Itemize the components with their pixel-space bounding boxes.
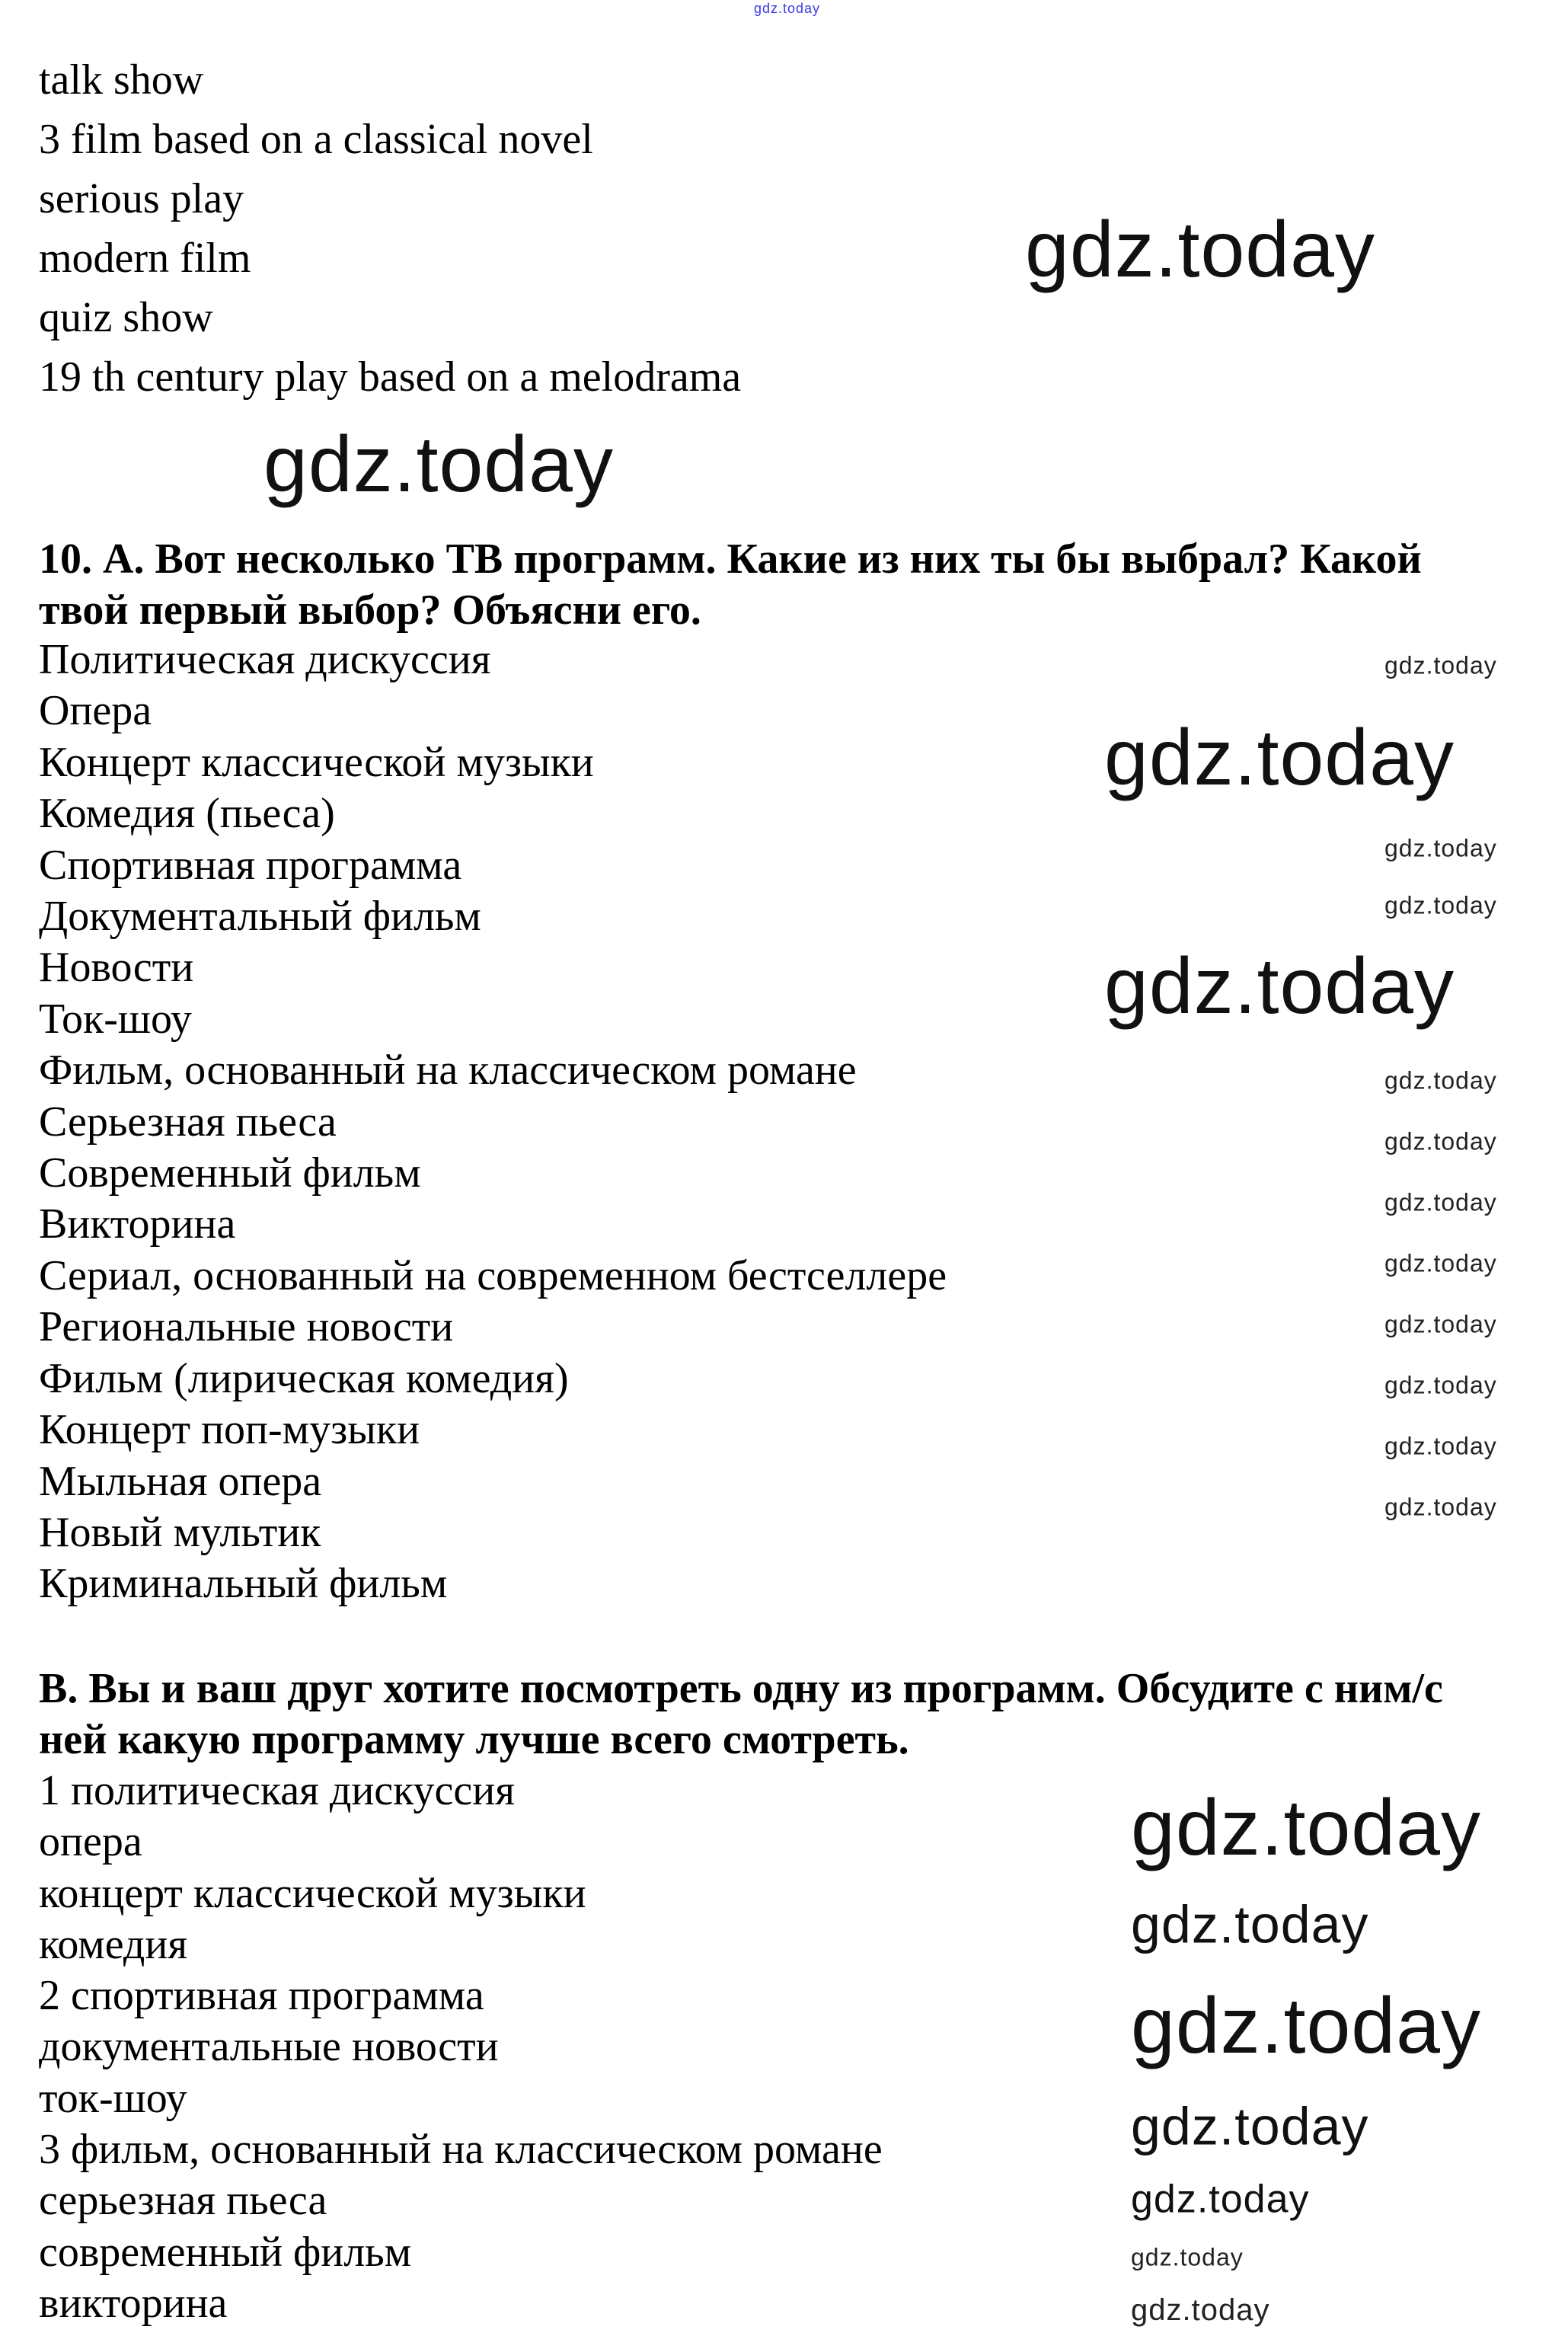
list-item: serious play <box>39 175 244 222</box>
list-item: 3 film based on a classical novel <box>39 116 593 163</box>
list-item: Серьезная пьеса <box>39 1098 337 1146</box>
watermark: gdz.today <box>1384 1432 1497 1460</box>
watermark: gdz.today <box>1131 1783 1481 1872</box>
watermark: gdz.today <box>1131 1894 1369 1954</box>
list-item: Современный фильм <box>39 1149 421 1197</box>
list-item: викторина <box>39 2279 228 2327</box>
watermark: gdz.today <box>1384 1310 1497 1338</box>
watermark: gdz.today <box>1131 2243 1244 2271</box>
watermark: gdz.today <box>1384 651 1497 679</box>
english-list <box>39 50 741 407</box>
list-item: Политическая дискуссия <box>39 636 491 683</box>
watermark: gdz.today <box>1131 2177 1310 2222</box>
list-item: quiz show <box>39 294 213 341</box>
list-item: Мыльная опера <box>39 1457 322 1505</box>
watermark: gdz.today <box>754 1 821 17</box>
heading-line: ней какую программу лучше всего смотреть. <box>39 1716 909 1763</box>
task-b-heading <box>39 1663 1443 1766</box>
watermark: gdz.today <box>1384 1371 1497 1399</box>
list-item: ток-шоу <box>39 2074 187 2122</box>
task-a-list <box>39 634 947 1610</box>
task-a-heading <box>39 534 1422 636</box>
list-item: 2 спортивная программа <box>39 1972 484 2020</box>
heading-line: 10. А. Вот несколько ТВ программ. Какие из них ты бы выбрал? Какой <box>39 535 1422 583</box>
list-item: Новости <box>39 944 194 992</box>
task-b-list <box>39 1766 883 2329</box>
watermark: gdz.today <box>263 420 614 509</box>
watermark: gdz.today <box>1384 1066 1497 1095</box>
watermark: gdz.today <box>1384 1493 1497 1521</box>
heading-line: В. Вы и ваш друг хотите посмотреть одну из программ. Обсудите с ним/с <box>39 1665 1443 1712</box>
list-item: 1 политическая дискуссия <box>39 1767 515 1814</box>
watermark: gdz.today <box>1104 941 1455 1031</box>
list-item: Опера <box>39 687 152 735</box>
list-item: Сериал, основанный на современном бестселлере <box>39 1251 947 1299</box>
watermark: gdz.today <box>1131 2293 1270 2327</box>
watermark: gdz.today <box>1131 2096 1369 2156</box>
list-item: концерт классической музыки <box>39 1869 586 1917</box>
list-item: документальные новости <box>39 2023 499 2071</box>
list-item: Ток-шоу <box>39 995 192 1043</box>
list-item: Криминальный фильм <box>39 1560 448 1608</box>
list-item: 19 th century play based on a melodrama <box>39 353 742 401</box>
list-item: Региональные новости <box>39 1303 454 1351</box>
watermark: gdz.today <box>1384 1249 1497 1277</box>
watermark: gdz.today <box>1025 205 1375 294</box>
list-item: Новый мультик <box>39 1508 321 1556</box>
watermark: gdz.today <box>1384 834 1497 862</box>
list-item: Документальный фильм <box>39 893 481 941</box>
watermark: gdz.today <box>1384 1188 1497 1216</box>
list-item: Комедия (пьеса) <box>39 790 335 838</box>
list-item: talk show <box>39 56 204 104</box>
list-item: опера <box>39 1818 142 1866</box>
list-item: комедия <box>39 1920 188 1968</box>
watermark: gdz.today <box>1384 891 1497 919</box>
list-item: Концерт классической музыки <box>39 738 594 786</box>
list-item: Спортивная программа <box>39 841 462 889</box>
list-item: modern film <box>39 235 251 282</box>
watermark: gdz.today <box>1384 1127 1497 1155</box>
list-item: Викторина <box>39 1200 236 1248</box>
list-item: Фильм (лирическая комедия) <box>39 1354 569 1402</box>
list-item: Концерт поп-музыки <box>39 1406 420 1454</box>
watermark: gdz.today <box>1104 713 1455 802</box>
list-item: 3 фильм, основанный на классическом романе <box>39 2126 883 2174</box>
watermark: gdz.today <box>1131 1981 1481 2070</box>
list-item: серьезная пьеса <box>39 2177 327 2225</box>
heading-line: твой первый выбор? Объясни его. <box>39 586 701 634</box>
list-item: Фильм, основанный на классическом романе <box>39 1047 857 1095</box>
list-item: современный фильм <box>39 2228 412 2276</box>
